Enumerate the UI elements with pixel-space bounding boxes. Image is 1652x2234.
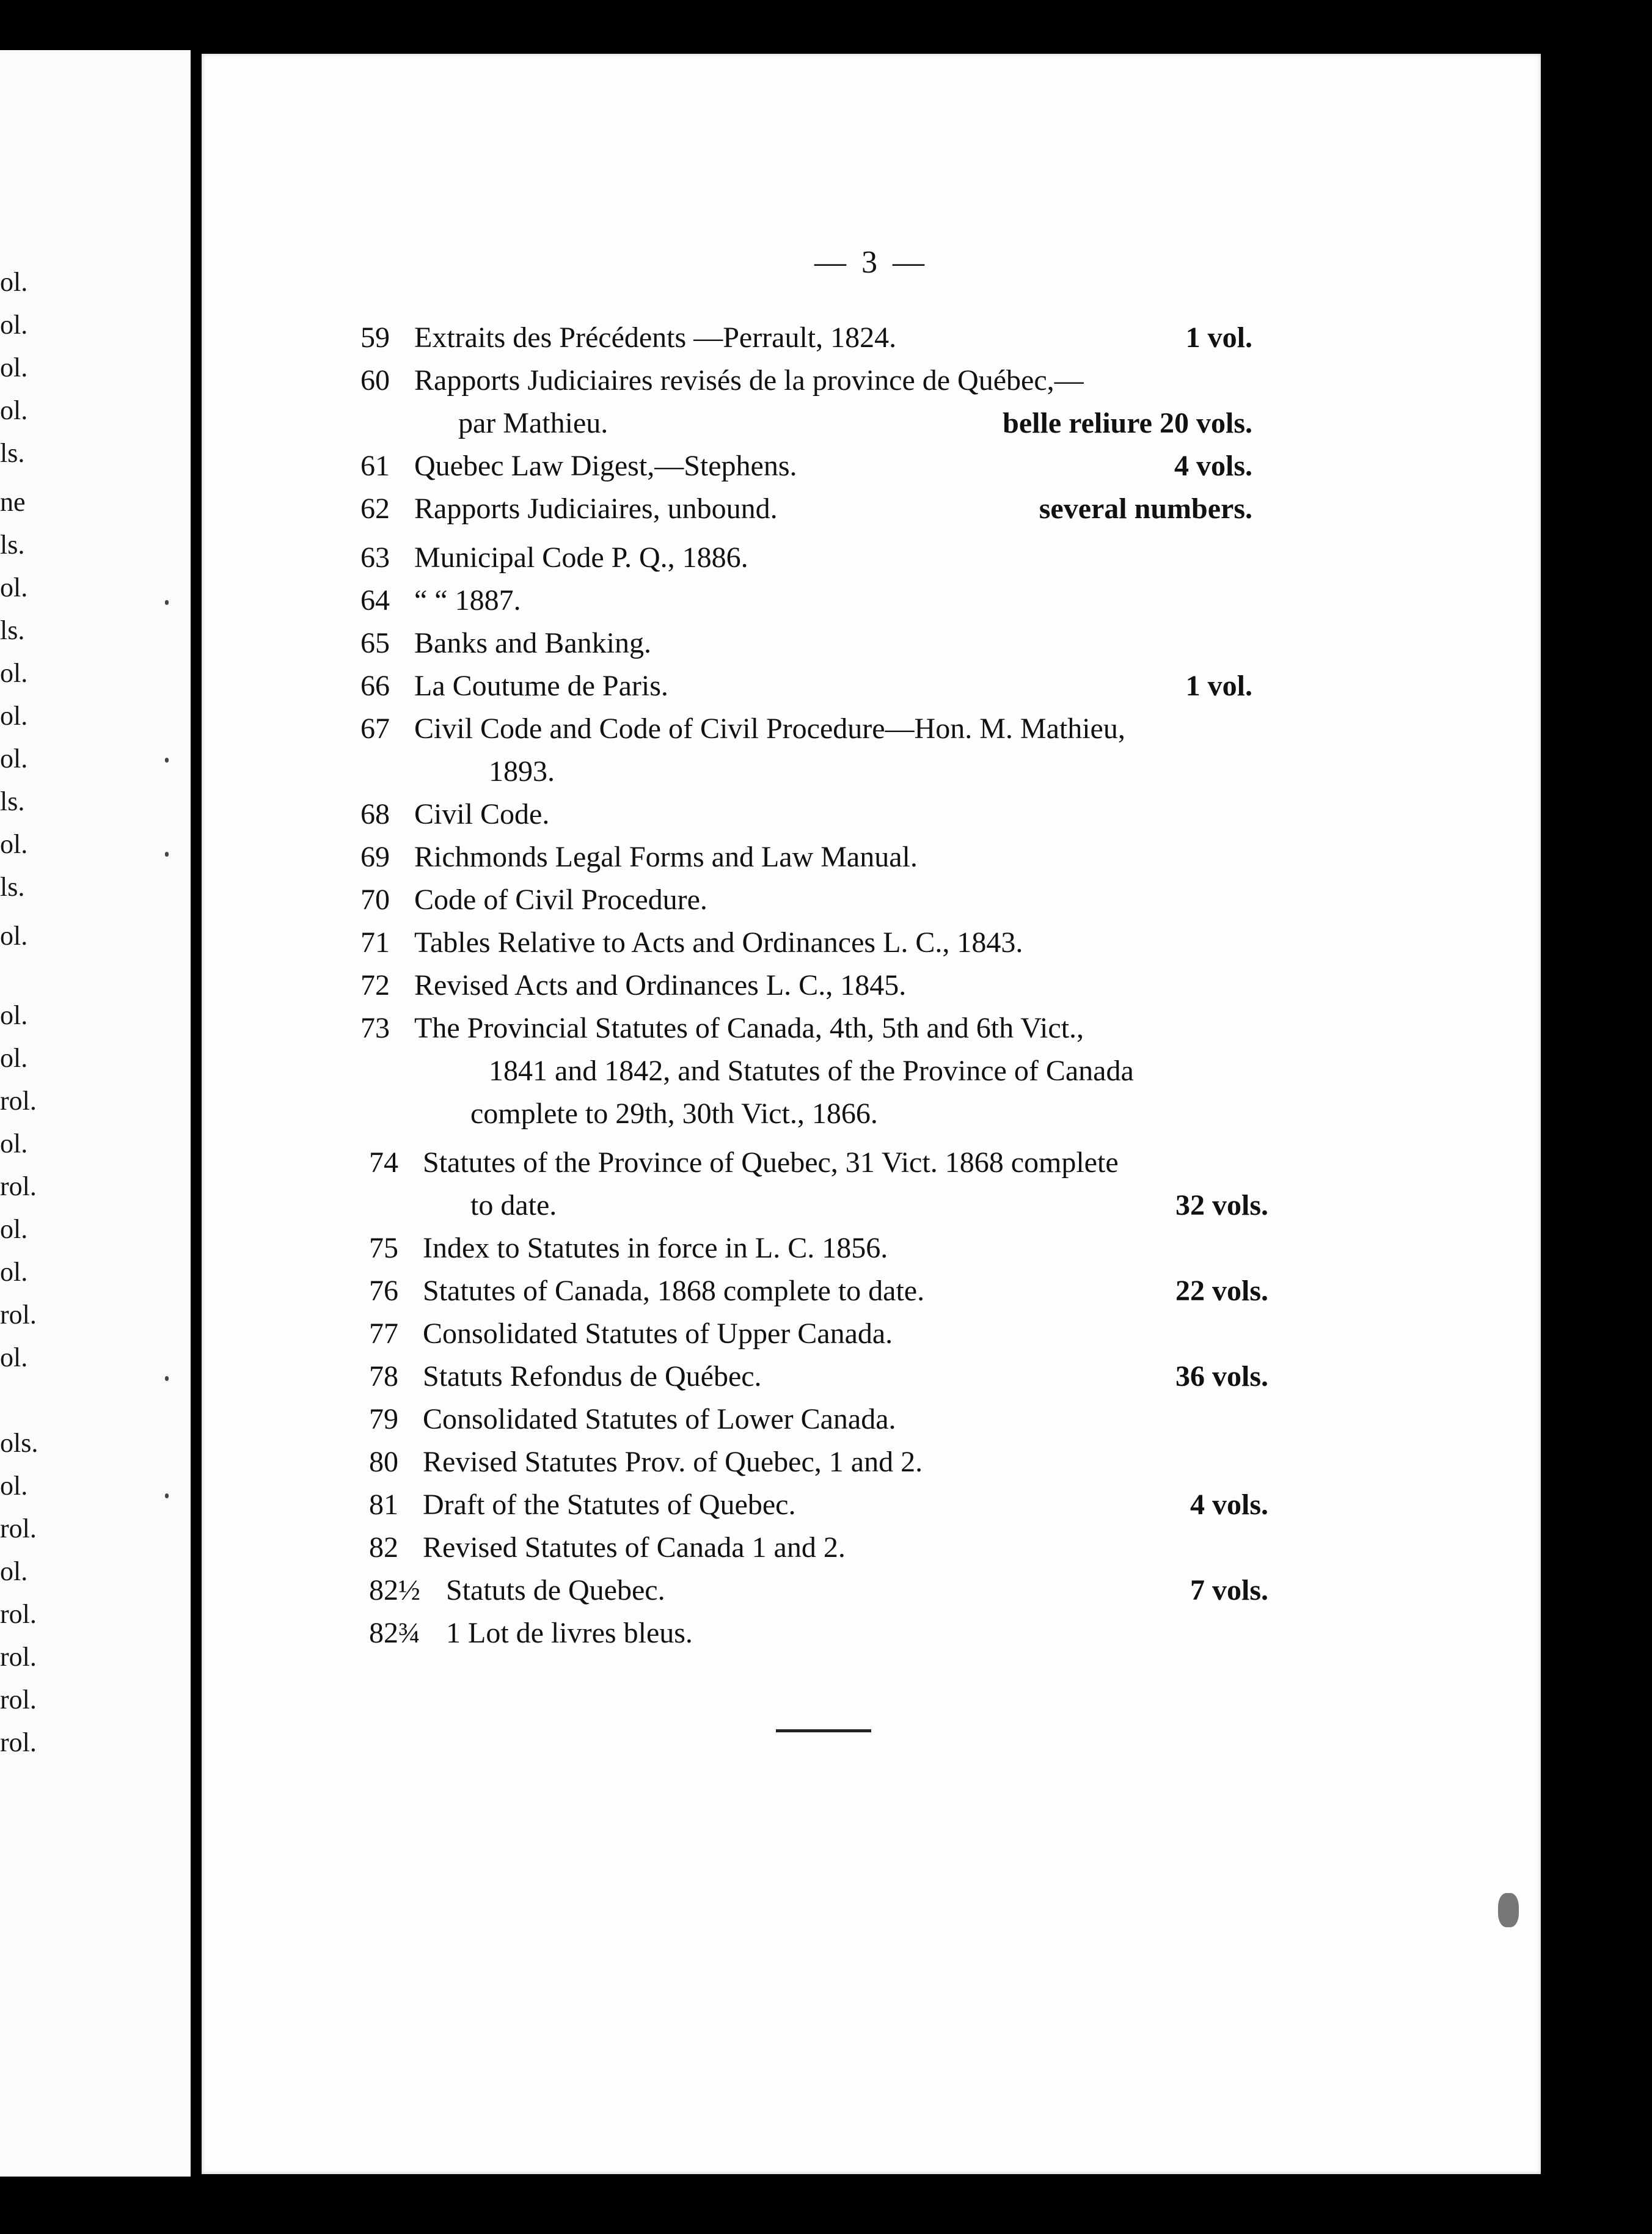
end-rule bbox=[776, 1729, 871, 1732]
entry-number: 68 bbox=[360, 798, 390, 830]
left-page-fragment: ol. bbox=[0, 829, 28, 859]
catalog-entry bbox=[202, 1270, 1541, 1313]
catalog-entry bbox=[202, 1526, 1541, 1569]
entry-volume-count: belle reliure 20 vols. bbox=[1003, 407, 1252, 439]
entry-continuation: complete to 29th, 30th Vict., 1866. bbox=[470, 1097, 878, 1130]
ink-speck bbox=[165, 600, 169, 605]
catalog-entry bbox=[202, 964, 1541, 1007]
left-page-fragment: ol. bbox=[0, 1471, 28, 1501]
left-page-fragment: ol. bbox=[0, 1000, 28, 1030]
left-page-fragment: ls. bbox=[0, 872, 25, 902]
entry-number: 81 bbox=[369, 1489, 398, 1521]
entry-continuation: to date. bbox=[470, 1189, 557, 1221]
left-page-fragment: ol. bbox=[0, 573, 28, 602]
left-page-fragment: rol. bbox=[0, 1086, 37, 1116]
book-page bbox=[202, 54, 1541, 2174]
left-page-fragment: ol. bbox=[0, 353, 28, 383]
entry-volume-count: 1 vol. bbox=[1185, 321, 1252, 354]
left-page-fragment: ol. bbox=[0, 921, 28, 951]
entry-number: 71 bbox=[360, 926, 390, 959]
entry-title: Draft of the Statutes of Quebec. bbox=[423, 1489, 796, 1521]
left-page-fragment: rol. bbox=[0, 1300, 37, 1330]
left-page-fragment: ol. bbox=[0, 395, 28, 425]
left-page-fragment: ls. bbox=[0, 615, 25, 645]
entry-number: 63 bbox=[360, 541, 390, 574]
entry-number: 82½ bbox=[369, 1574, 420, 1606]
entry-title: Revised Acts and Ordinances L. C., 1845. bbox=[414, 969, 907, 1002]
entry-title: Quebec Law Digest,—Stephens. bbox=[414, 450, 797, 482]
ink-speck bbox=[165, 758, 169, 763]
entry-title: Richmonds Legal Forms and Law Manual. bbox=[414, 841, 918, 873]
entry-number: 75 bbox=[369, 1232, 398, 1264]
entry-title: Banks and Banking. bbox=[414, 627, 651, 659]
left-page-fragment: rol. bbox=[0, 1727, 37, 1757]
entry-title: Statuts de Quebec. bbox=[446, 1574, 665, 1606]
entry-continuation: 1841 and 1842, and Statutes of the Province of Canada bbox=[489, 1055, 1134, 1087]
entry-number: 73 bbox=[360, 1012, 390, 1044]
catalog-entry bbox=[202, 879, 1541, 921]
catalog-entry bbox=[202, 579, 1541, 622]
entry-title: “ “ 1887. bbox=[414, 584, 521, 617]
entry-title: Rapports Judiciaires revisés de la province de Québec,— bbox=[414, 364, 1084, 397]
entry-title: The Provincial Statutes of Canada, 4th, 5th and 6th Vict., bbox=[414, 1012, 1084, 1044]
catalog-entry bbox=[202, 1141, 1541, 1221]
entry-number: 62 bbox=[360, 493, 390, 525]
entry-title: Extraits des Précédents —Perrault, 1824. bbox=[414, 321, 897, 354]
left-page-fragment: rol. bbox=[0, 1171, 37, 1201]
catalog-entry bbox=[202, 317, 1541, 359]
left-page-fragment: rol. bbox=[0, 1599, 37, 1629]
catalog-entry bbox=[202, 1484, 1541, 1526]
catalog-entry bbox=[202, 1441, 1541, 1484]
entry-title: Revised Statutes Prov. of Quebec, 1 and 2. bbox=[423, 1446, 923, 1478]
entry-title: Revised Statutes of Canada 1 and 2. bbox=[423, 1531, 846, 1564]
left-page-fragment: ls. bbox=[0, 438, 25, 468]
left-page-fragment: ol. bbox=[0, 1043, 28, 1073]
entry-number: 66 bbox=[360, 670, 390, 702]
entry-number: 60 bbox=[360, 364, 390, 397]
catalog-entry bbox=[202, 1313, 1541, 1355]
left-page-edge bbox=[0, 50, 191, 2177]
catalog-entry bbox=[202, 488, 1541, 530]
entry-title: Civil Code. bbox=[414, 798, 550, 830]
entry-volume-count: 32 vols. bbox=[1175, 1189, 1268, 1221]
entry-title: 1 Lot de livres bleus. bbox=[446, 1617, 693, 1649]
left-page-fragment: ol. bbox=[0, 267, 28, 297]
catalog-entry bbox=[202, 537, 1541, 579]
entry-continuation: 1893. bbox=[489, 755, 555, 788]
entry-title: Statutes of the Province of Quebec, 31 Vict. 1868 complete bbox=[423, 1146, 1119, 1179]
entry-title: Statuts Refondus de Québec. bbox=[423, 1360, 762, 1393]
entry-title: Consolidated Statutes of Lower Canada. bbox=[423, 1403, 896, 1435]
left-page-fragment: ol. bbox=[0, 701, 28, 731]
left-page-fragment: ne bbox=[0, 487, 26, 517]
entry-number: 65 bbox=[360, 627, 390, 659]
entry-title: Tables Relative to Acts and Ordinances L. C., 1843. bbox=[414, 926, 1023, 959]
entry-title: Index to Statutes in force in L. C. 1856. bbox=[423, 1232, 888, 1264]
left-page-fragment: ol. bbox=[0, 1342, 28, 1372]
left-page-fragment: ol. bbox=[0, 1257, 28, 1287]
entry-volume-count: 1 vol. bbox=[1185, 670, 1252, 702]
ink-speck bbox=[165, 1493, 169, 1498]
entry-title: Rapports Judiciaires, unbound. bbox=[414, 493, 778, 525]
left-page-fragment: ls. bbox=[0, 786, 25, 816]
entry-number: 70 bbox=[360, 884, 390, 916]
entry-continuation: par Mathieu. bbox=[458, 407, 609, 439]
catalog-entry bbox=[202, 921, 1541, 964]
catalog-entry bbox=[202, 708, 1541, 788]
entry-title: La Coutume de Paris. bbox=[414, 670, 668, 702]
entry-title: Civil Code and Code of Civil Procedure—Hon. M. Mathieu, bbox=[414, 712, 1125, 745]
entry-number: 64 bbox=[360, 584, 390, 617]
entry-volume-count: 7 vols. bbox=[1190, 1574, 1268, 1606]
catalog-entry bbox=[202, 793, 1541, 836]
left-page-fragment: ol. bbox=[0, 1214, 28, 1244]
left-page-fragment: rol. bbox=[0, 1642, 37, 1672]
catalog-entry bbox=[202, 1007, 1541, 1130]
entry-title: Consolidated Statutes of Upper Canada. bbox=[423, 1317, 893, 1350]
entry-number: 82 bbox=[369, 1531, 398, 1564]
entry-number: 74 bbox=[369, 1146, 398, 1179]
entry-title: Code of Civil Procedure. bbox=[414, 884, 707, 916]
entry-number: 69 bbox=[360, 841, 390, 873]
page-number: — 3 — bbox=[814, 245, 928, 280]
catalog-entry bbox=[202, 836, 1541, 879]
entry-volume-count: 4 vols. bbox=[1174, 450, 1252, 482]
entry-number: 78 bbox=[369, 1360, 398, 1393]
entry-volume-count: 22 vols. bbox=[1175, 1275, 1268, 1307]
entry-number: 72 bbox=[360, 969, 390, 1002]
ink-speck bbox=[165, 1376, 169, 1381]
entry-title: Municipal Code P. Q., 1886. bbox=[414, 541, 748, 574]
entry-number: 61 bbox=[360, 450, 390, 482]
entry-number: 67 bbox=[360, 712, 390, 745]
entry-volume-count: several numbers. bbox=[1039, 493, 1252, 525]
catalog-entry bbox=[202, 1227, 1541, 1270]
left-page-fragment: rol. bbox=[0, 1685, 37, 1715]
entry-number: 76 bbox=[369, 1275, 398, 1307]
entry-volume-count: 36 vols. bbox=[1175, 1360, 1268, 1393]
left-page-fragment: ls. bbox=[0, 530, 25, 560]
ink-speck bbox=[165, 852, 169, 857]
left-page-fragment: ol. bbox=[0, 744, 28, 774]
left-page-fragment: ol. bbox=[0, 310, 28, 340]
entry-number: 79 bbox=[369, 1403, 398, 1435]
catalog-entry bbox=[202, 359, 1541, 439]
catalog-entry bbox=[202, 665, 1541, 708]
entry-number: 80 bbox=[369, 1446, 398, 1478]
entry-number: 77 bbox=[369, 1317, 398, 1350]
entry-volume-count: 4 vols. bbox=[1190, 1489, 1268, 1521]
page-stain bbox=[1498, 1893, 1519, 1927]
left-page-fragment: ol. bbox=[0, 1556, 28, 1586]
left-page-fragment: ols. bbox=[0, 1428, 38, 1458]
catalog-entry bbox=[202, 622, 1541, 665]
entry-number: 59 bbox=[360, 321, 390, 354]
catalog-entry bbox=[202, 1569, 1541, 1612]
entry-number: 82¾ bbox=[369, 1617, 420, 1649]
entry-title: Statutes of Canada, 1868 complete to date. bbox=[423, 1275, 925, 1307]
catalog-entry bbox=[202, 1355, 1541, 1398]
catalog-entry bbox=[202, 445, 1541, 488]
catalog-entry bbox=[202, 1398, 1541, 1441]
left-page-fragment: ol. bbox=[0, 1129, 28, 1159]
left-page-fragment: rol. bbox=[0, 1514, 37, 1544]
left-page-fragment: ol. bbox=[0, 658, 28, 688]
catalog-entry bbox=[202, 1612, 1541, 1655]
